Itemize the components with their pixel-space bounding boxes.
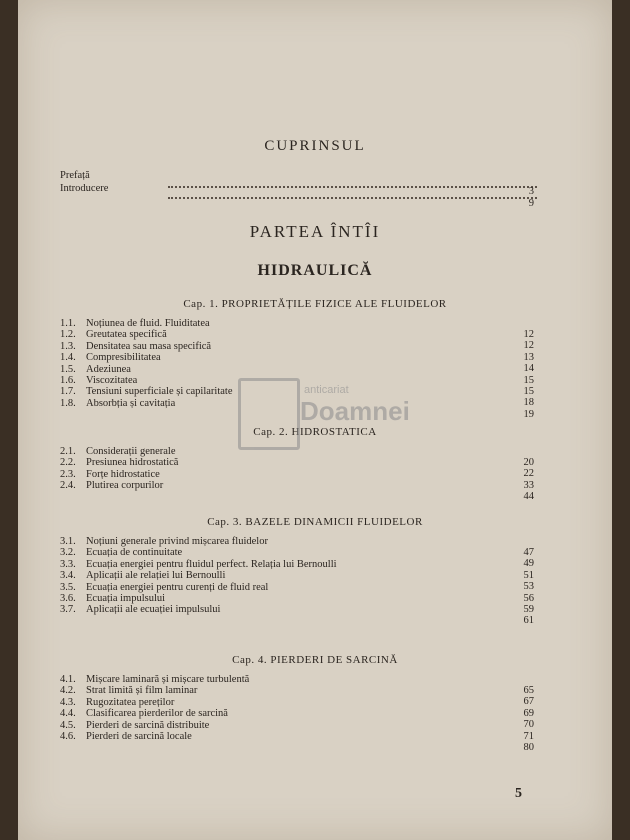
entry-label: Prefață [60, 170, 90, 181]
entry-number: 1.5. [60, 363, 76, 375]
entry-label: Absorbția și cavitația [86, 397, 176, 409]
book-icon [238, 378, 300, 450]
toc-entry [60, 329, 167, 340]
entry-number: 4.4. [60, 708, 76, 720]
entry-number: 1.7. [60, 386, 76, 398]
entry-number: 1.6. [60, 375, 76, 386]
watermark-big: Doamnei [300, 396, 410, 426]
page-ref: 59 [523, 604, 534, 615]
toc-entry [60, 536, 268, 547]
leader-dots [168, 178, 537, 188]
entry-number: 4.3. [60, 696, 76, 708]
entry-number: 1.2. [60, 329, 76, 341]
page-ref: 20 [523, 457, 534, 468]
toc-entry [60, 582, 268, 593]
entry-number: 3.5. [60, 581, 76, 593]
entry-number: 3.4. [60, 570, 76, 582]
toc-entry [60, 604, 220, 615]
chapter-heading: Cap. 3. BAZELE DINAMICII FLUIDELOR [207, 516, 423, 528]
entry-label: Viscozitatea [86, 375, 138, 386]
entry-number: 4.2. [60, 685, 76, 697]
entry-label: Aplicații ale ecuației impulsului [86, 604, 221, 616]
entry-label: Plutirea corpurilor [86, 480, 164, 492]
entry-number: 2.3. [60, 468, 76, 480]
entry-label: Ecuația energiei pentru curenți de fluid real [86, 581, 269, 593]
toc-entry [60, 386, 233, 397]
entry-label: Strat limită și film laminar [86, 685, 198, 697]
entry-number: 4.1. [60, 674, 76, 685]
entry-label: Considerații generale [86, 446, 176, 457]
page-ref: 67 [523, 696, 534, 708]
entry-number: 4.6. [60, 731, 76, 742]
toc-entry [60, 341, 211, 352]
entry-label: Compresibilitatea [86, 352, 161, 364]
page-ref: 71 [523, 730, 534, 742]
entry-label: Densitatea sau masa specifică [86, 340, 212, 352]
entry-label: Clasificarea pierderilor de sarcină [86, 708, 228, 720]
entry-label: Introducere [60, 183, 109, 194]
part-heading: PARTEA ÎNTÎI [249, 222, 381, 241]
toc-entry [60, 674, 249, 685]
toc-entry [60, 570, 225, 581]
toc-entry [60, 469, 160, 480]
entry-number: 1.4. [60, 352, 76, 364]
page-ref: 22 [523, 468, 534, 480]
toc-entry [60, 559, 337, 570]
toc-entry [60, 352, 161, 363]
page-ref: 47 [523, 547, 534, 558]
page-ref: 15 [523, 374, 534, 386]
entry-number: 3.1. [60, 536, 76, 547]
page-ref: 15 [523, 386, 534, 397]
toc-entry [60, 446, 176, 457]
entry-number: 4.5. [60, 719, 76, 731]
leader-dots [168, 189, 537, 199]
entry-label: Aplicații ale relației lui Bernoulli [86, 570, 226, 582]
page-title: CUPRINSUL [264, 138, 366, 154]
entry-number: 3.6. [60, 593, 76, 604]
entry-label: Presiunea hidrostatică [86, 457, 179, 469]
entry-label: Adeziunea [86, 363, 131, 375]
toc-entry [60, 318, 210, 329]
watermark-logo [238, 378, 418, 448]
page-ref: 9 [528, 198, 534, 209]
entry-number: 1.3. [60, 340, 76, 352]
section-heading: HIDRAULICĂ [257, 262, 373, 279]
toc-entry [60, 731, 192, 742]
toc-entry [60, 593, 165, 604]
page-ref: 69 [523, 707, 534, 719]
toc-entry [60, 708, 228, 719]
toc-entry [60, 480, 163, 491]
page-ref: 49 [523, 558, 534, 570]
page-ref: 80 [523, 742, 534, 753]
page-ref: 12 [523, 329, 534, 340]
toc-entry [60, 685, 197, 696]
entry-number: 3.3. [60, 558, 76, 570]
book-page [18, 0, 612, 840]
page-ref: 53 [523, 581, 534, 593]
page-number: 5 [515, 786, 522, 801]
entry-label: Noțiuni generale privind mișcarea fluidelor [86, 536, 268, 547]
page-ref: 44 [523, 491, 534, 503]
toc-entry [60, 547, 182, 558]
entry-label: Ecuația de continuitate [86, 547, 183, 559]
page-ref: 13 [523, 351, 534, 363]
page-ref: 12 [523, 340, 534, 352]
entry-number: 2.4. [60, 480, 76, 492]
page-ref: 33 [523, 479, 534, 491]
page-ref: 18 [523, 397, 534, 409]
entry-label: Pierderi de sarcină distribuite [86, 719, 210, 731]
entry-number: 1.8. [60, 397, 76, 409]
page-ref: 51 [523, 569, 534, 581]
toc-entry [60, 720, 209, 731]
page-ref: 61 [523, 615, 534, 627]
entry-label: Pierderi de sarcină locale [86, 731, 192, 742]
chapter-heading: Cap. 1. PROPRIETĂȚILE FIZICE ALE FLUIDELOR [183, 298, 447, 310]
page-ref: 70 [523, 719, 534, 731]
entry-label: Ecuația energiei pentru fluidul perfect. Relația lui Bernoulli [86, 558, 337, 570]
toc-entry [60, 457, 178, 468]
entry-label: Rugozitatea pereților [86, 696, 175, 708]
entry-number: 3.7. [60, 604, 76, 616]
toc-entry [60, 170, 90, 181]
entry-label: Noțiunea de fluid. Fluiditatea [86, 318, 210, 329]
entry-label: Tensiuni superficiale și capilaritate [86, 386, 233, 398]
watermark-small: anticariat [304, 384, 349, 396]
entry-number: 2.1. [60, 446, 76, 457]
page-ref: 65 [523, 685, 534, 696]
toc-entry [60, 697, 174, 708]
toc-entry [60, 364, 131, 375]
entry-label: Mișcare laminară și mișcare turbulentă [86, 674, 250, 685]
entry-number: 2.2. [60, 457, 76, 469]
entry-label: Forțe hidrostatice [86, 468, 160, 480]
entry-number: 3.2. [60, 547, 76, 559]
entry-label: Ecuația impulsului [86, 593, 166, 604]
toc-entry [60, 183, 108, 194]
page-ref: 14 [523, 363, 534, 375]
page-ref: 56 [523, 592, 534, 604]
page-ref: 3 [528, 186, 534, 197]
chapter-heading: Cap. 4. PIERDERI DE SARCINĂ [232, 654, 398, 666]
entry-number: 1.1. [60, 318, 76, 329]
entry-label: Greutatea specifică [86, 329, 167, 341]
chapter-heading: Cap. 2. HIDROSTATICA [253, 426, 377, 438]
toc-entry [60, 398, 175, 409]
toc-entry [60, 375, 137, 386]
page-ref: 19 [523, 408, 534, 420]
